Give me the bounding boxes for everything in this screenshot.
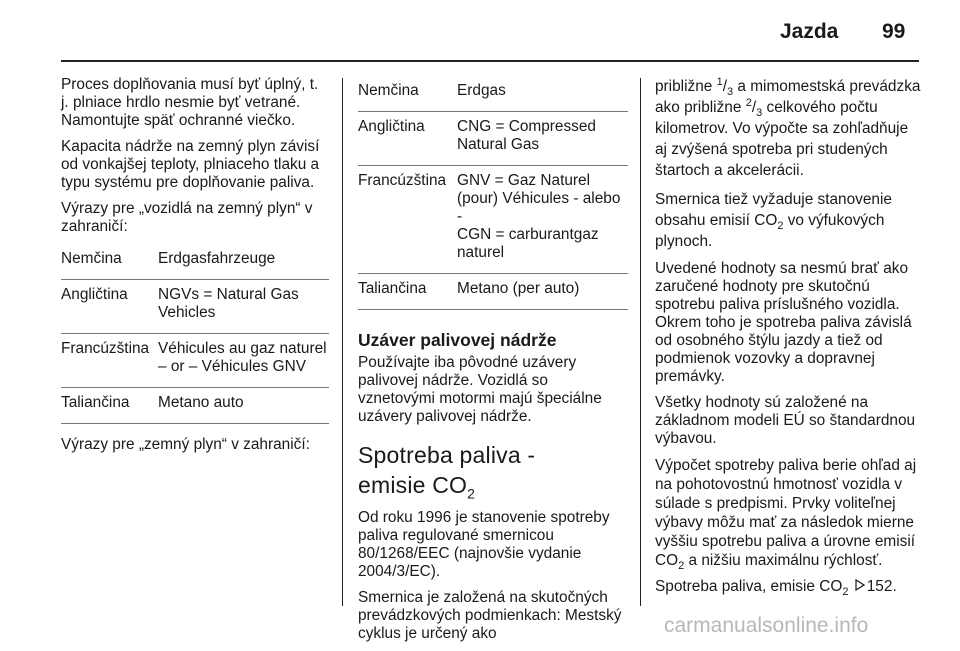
language-cell: Taliančina	[61, 394, 130, 411]
row-divider	[358, 309, 628, 310]
paragraph: Kapacita nádrže na zemný plyn závisí od vonkajšej teploty, plniaceho tlaku a typu systému pre doplňovanie paliva.	[61, 138, 320, 191]
section-heading-fuel-cap: Uzáver palivovej nádrže	[358, 330, 557, 350]
subscript: 2	[467, 485, 476, 502]
paragraph: Smernica je založená na skutočných prevádzkových podmienkach: Mestský cyklus je určený ako	[358, 589, 622, 642]
table-row	[358, 118, 628, 154]
text: .	[892, 578, 897, 595]
language-cell: Taliančina	[358, 280, 427, 297]
term-cell: CNG = Compressed Natural Gas	[457, 118, 596, 153]
row-divider	[358, 273, 628, 274]
watermark: carmanualsonline.info	[664, 614, 869, 637]
subscript: 2	[777, 220, 784, 233]
column-divider	[640, 78, 641, 606]
paragraph	[655, 456, 923, 573]
term-cell	[457, 172, 628, 262]
text: Spotreba paliva, emisie CO	[655, 578, 843, 595]
term-cell: Erdgasfahrzeuge	[158, 250, 276, 267]
column-left	[61, 76, 329, 462]
fraction-numerator: 1	[716, 75, 723, 88]
table-row	[358, 172, 628, 262]
text: celkového počtu kilometrov. Vo výpočte sa zohľadňuje aj zvýšená spotreba pri studených štartoch a akcelerácii.	[655, 99, 909, 179]
term-cell: Véhicules au gaz naturel – or – Véhicules GNV	[158, 340, 327, 375]
text: Výpočet spotreby paliva berie ohľad aj na pohotovostnú hmotnosť vozidla v súlade s predpismi. Prvky voliteľnej výbavy môžu mať za následok mierne vyššiu spotrebu paliva a úrovne emisií CO	[655, 457, 917, 569]
table-row	[61, 340, 329, 376]
fraction-denominator: 3	[727, 86, 734, 99]
subscript: 2	[842, 586, 849, 599]
heading-text: emisie CO	[358, 472, 468, 498]
text: a mimomestská prevádzka ako približne	[655, 78, 921, 116]
column-divider	[342, 78, 343, 606]
table-row	[61, 286, 329, 322]
heading-line: Spotreba paliva -	[358, 442, 536, 468]
table-row	[358, 280, 628, 298]
subscript: 2	[678, 560, 685, 573]
heading-line	[358, 470, 628, 500]
paragraph	[655, 578, 923, 599]
row-divider	[61, 387, 329, 388]
section-heading-fuel-consumption	[358, 440, 628, 500]
column-middle	[358, 76, 628, 651]
row-divider	[358, 165, 628, 166]
term-cell: Erdgas	[457, 82, 506, 99]
section-title: Jazda	[780, 20, 839, 43]
text: vo výfukových plynoch.	[655, 212, 885, 250]
term-cell: Metano auto	[158, 394, 244, 411]
fraction-numerator: 2	[745, 96, 752, 109]
language-cell: Angličtina	[61, 286, 128, 303]
row-divider	[61, 279, 329, 280]
paragraph	[655, 189, 923, 252]
table-row	[61, 394, 329, 412]
language-cell: Nemčina	[358, 82, 419, 99]
language-cell: Francúzština	[358, 172, 447, 189]
header-rule	[61, 60, 919, 62]
text: Smernica tiež vyžaduje stanovenie obsahu emisií CO	[655, 191, 892, 229]
page-reference-icon	[855, 578, 865, 596]
paragraph: Od roku 1996 je stanovenie spotreby paliva regulované smernicou 80/1268/EEC (najnovšie vydanie 2004/3/EC).	[358, 509, 610, 580]
paragraph: Používajte iba pôvodné uzávery palivovej nádrže. Vozidlá so vznetovými motormi majú špeciálne uzávery palivovej nádrže.	[358, 354, 602, 425]
paragraph: Všetky hodnoty sú založené na základnom modeli EÚ so štandardnou výbavou.	[655, 394, 916, 447]
table-row	[358, 82, 628, 100]
paragraph: Uvedené hodnoty sa nesmú brať ako zaručené hodnoty pre skutočnú spotrebu paliva príslušného vozidla. Okrem toho je spotreba paliva závislá od osobného štýlu jazdy a tiež od podmienok vozovky a dopravnej premávky.	[655, 260, 912, 385]
row-divider	[61, 333, 329, 334]
fraction-denominator: 3	[756, 107, 763, 120]
paragraph: približne $^1/_3$ a mimomestská prevádzka ako približne $^2/_3$ celkového počtu kilometrov. Vo výpočte sa zohľadňuje aj zvýšená spotreba pri studených štartoch a akcelerácii.	[655, 75, 921, 179]
page-reference[interactable]: 152	[866, 578, 893, 595]
terms-table-gas	[358, 82, 628, 310]
text: približne	[655, 78, 717, 95]
row-divider	[358, 111, 628, 112]
row-divider	[61, 423, 329, 424]
term-line: CGN = carburantgaz naturel	[457, 226, 599, 261]
language-cell: Angličtina	[358, 118, 425, 135]
column-right	[655, 76, 923, 604]
term-cell: NGVs = Natural Gas Vehicles	[158, 286, 299, 321]
paragraph: Výrazy pre „vozidlá na zemný plyn“ v zahraničí:	[61, 200, 313, 235]
terms-table-vehicles	[61, 250, 329, 424]
paragraph: Výrazy pre „zemný plyn“ v zahraničí:	[61, 436, 310, 453]
text: a nižšiu maximálnu rýchlosť.	[684, 552, 883, 569]
paragraph: Proces doplňovania musí byť úplný, t. j. plniace hrdlo nesmie byť vetrané. Namontujte späť ochranné viečko.	[61, 76, 319, 129]
page-header	[0, 0, 960, 60]
page-number: 99	[882, 20, 906, 43]
table-row	[61, 250, 329, 268]
language-cell: Francúzština	[61, 340, 150, 357]
term-cell: Metano (per auto)	[457, 280, 580, 297]
term-line: GNV = Gaz Naturel (pour) Véhicules - alebo -	[457, 172, 621, 225]
language-cell: Nemčina	[61, 250, 122, 267]
